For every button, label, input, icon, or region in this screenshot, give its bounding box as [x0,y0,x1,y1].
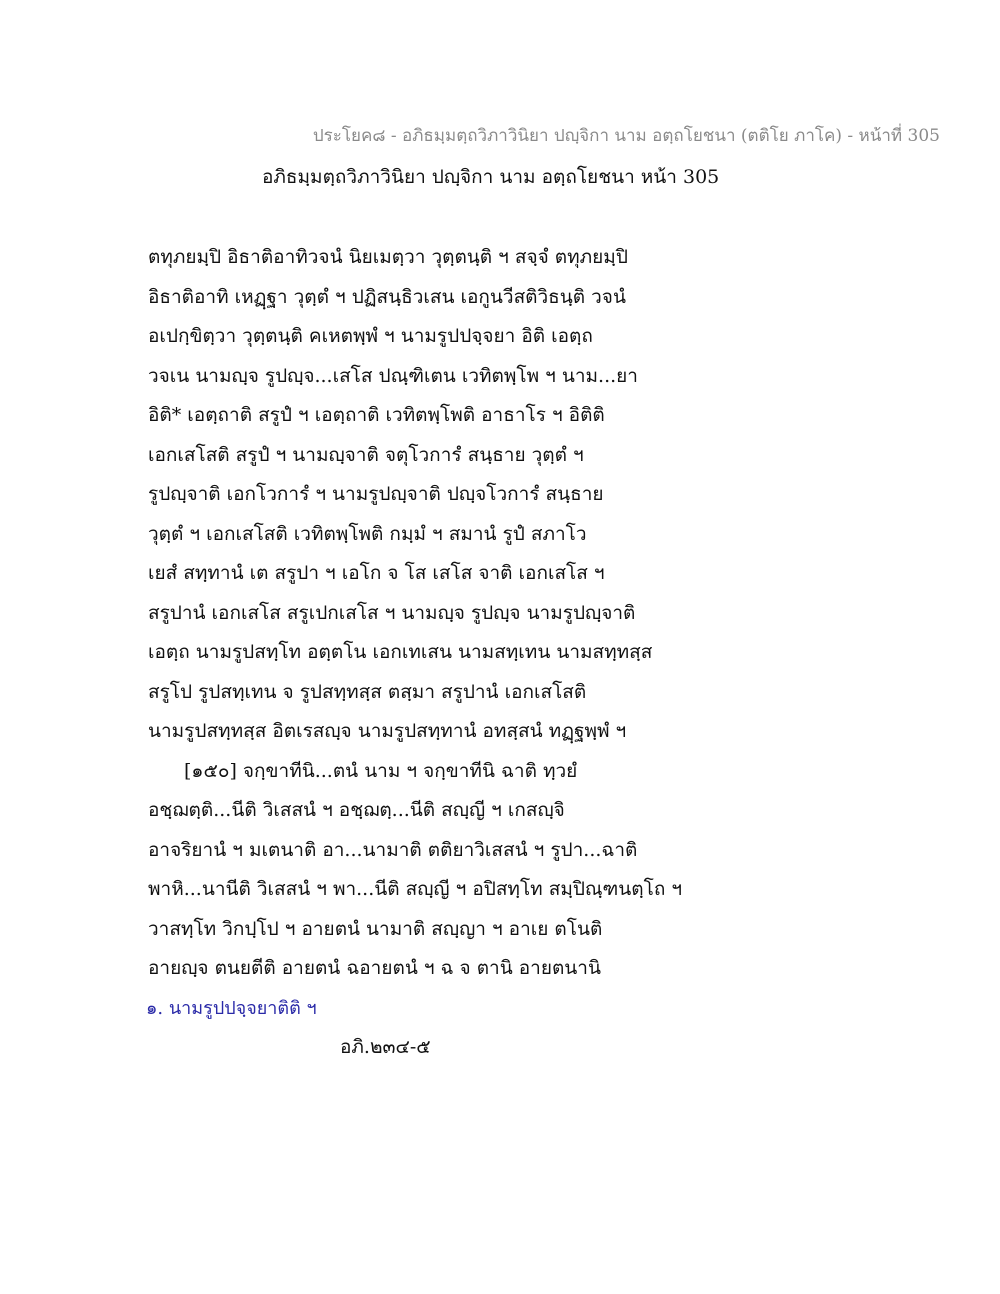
text-line: อายญฺจ ตนยตีติ อายตนํ ฉอายตนํ ฯ ฉ จ ตานิ อายตนานิ [148,957,601,979]
text-line: วจเน นามญฺจ รูปญฺจ...เสโส ปณฺฑิเตน เวทิตพฺโพ ฯ นาม...ยา [148,364,638,387]
text-line: เยสํ สทฺทานํ เต สรูปา ฯ เอโก จ โส เสโส จาติ เอกเสโส ฯ [148,562,605,584]
text-line: วุตฺตํ ฯ เอกเสโสติ เวทิตพฺโพติ กมฺมํ ฯ สมานํ รูปํ สภาโว [148,522,587,545]
text-line: สรูปานํ เอกเสโส สรูเปกเสโส ฯ นามญฺจ รูปญฺจ นามรูปญฺจาติ [148,601,636,624]
running-header: ประโยค๘ - อภิธมฺมตฺถวิภาวินิยา ปญฺจิกา นาม อตฺถโยชนา (ตติโย ภาโค) - หน้าที่ 305 [312,126,940,146]
text-line: เอกเสโสติ สรูปํ ฯ นามญฺจาติ จตุโวการํ สนฺธาย วุตฺตํ ฯ [148,443,584,466]
text-line: รูปญฺจาติ เอกโวการํ ฯ นามรูปญฺจาติ ปญฺจโวการํ สนฺธาย [148,483,604,505]
text-line: ตทุภยมฺปิ อิธาติอาทิวจนํ นิยเมตฺวา วุตฺตนฺติ ฯ สจฺจํ ตทุภยมฺปิ [148,246,628,268]
text-line: สรูโป รูปสทฺเทน จ รูปสทฺทสฺส ตสฺมา สรูปานํ เอกเสโสติ [148,680,587,703]
page-subtitle: อภิธมฺมตฺถวิภาวินิยา ปญฺจิกา นาม อตฺถโยชนา หน้า 305 [262,166,720,188]
text-line: เอตฺถ นามรูปสทฺโท อตฺตโน เอกเทเสน นามสทฺเทน นามสทฺทสฺส [148,641,653,663]
text-line: อิติ* เอตฺถาติ สรูปํ ฯ เอตฺถาติ เวทิตพฺโพติ อาธาโร ฯ อิติติ [148,404,605,426]
text-line: อชฺฌตฺติ...นีติ วิเสสนํ ฯ อชฺฌตฺ...นีติ สญฺญี ฯ เกสญฺจิ [148,799,565,821]
text-line: อเปกฺขิตฺวา วุตฺตนฺติ คเหตพฺพํ ฯ นามรูปปจฺจยา อิติ เอตฺถ [148,325,593,347]
paragraph-start-line: [๑๕๐] จกฺขาทีนิ...ตนํ นาม ฯ จกฺขาทีนิ ฉาติ ทฺวยํ [184,759,578,782]
text-line: พาหิ...นานีติ วิเสสนํ ฯ พา...นีติ สญฺญี ฯ อปิสทฺโท สมฺปิณฺฑนตฺโถ ฯ [148,878,683,900]
text-line: นามรูปสทฺทสฺส อิตเรสญฺจ นามรูปสทฺทานํ อทสฺสนํ ทฏฺฐพฺพํ ฯ [148,720,627,742]
page-reference: อภิ.๒๓๔-๕ [340,1036,431,1058]
body-text [148,238,868,989]
footnote: ๑. นามรูปปจฺจยาติติ ฯ [146,998,317,1019]
text-line: วาสทฺโท วิกปฺโป ฯ อายตนํ นามาติ สญฺญา ฯ อาเย ตโนติ [148,917,603,940]
text-line: อิธาติอาทิ เหฏฺฐา วุตฺตํ ฯ ปฏิสนฺธิวเสน เอกูนวีสติวิธนฺติ วจนํ [148,285,626,308]
text-line: อาจริยานํ ฯ มเตนาติ อา...นามาติ ตติยาวิเสสนํ ฯ รูปา...ฉาติ [148,838,638,861]
